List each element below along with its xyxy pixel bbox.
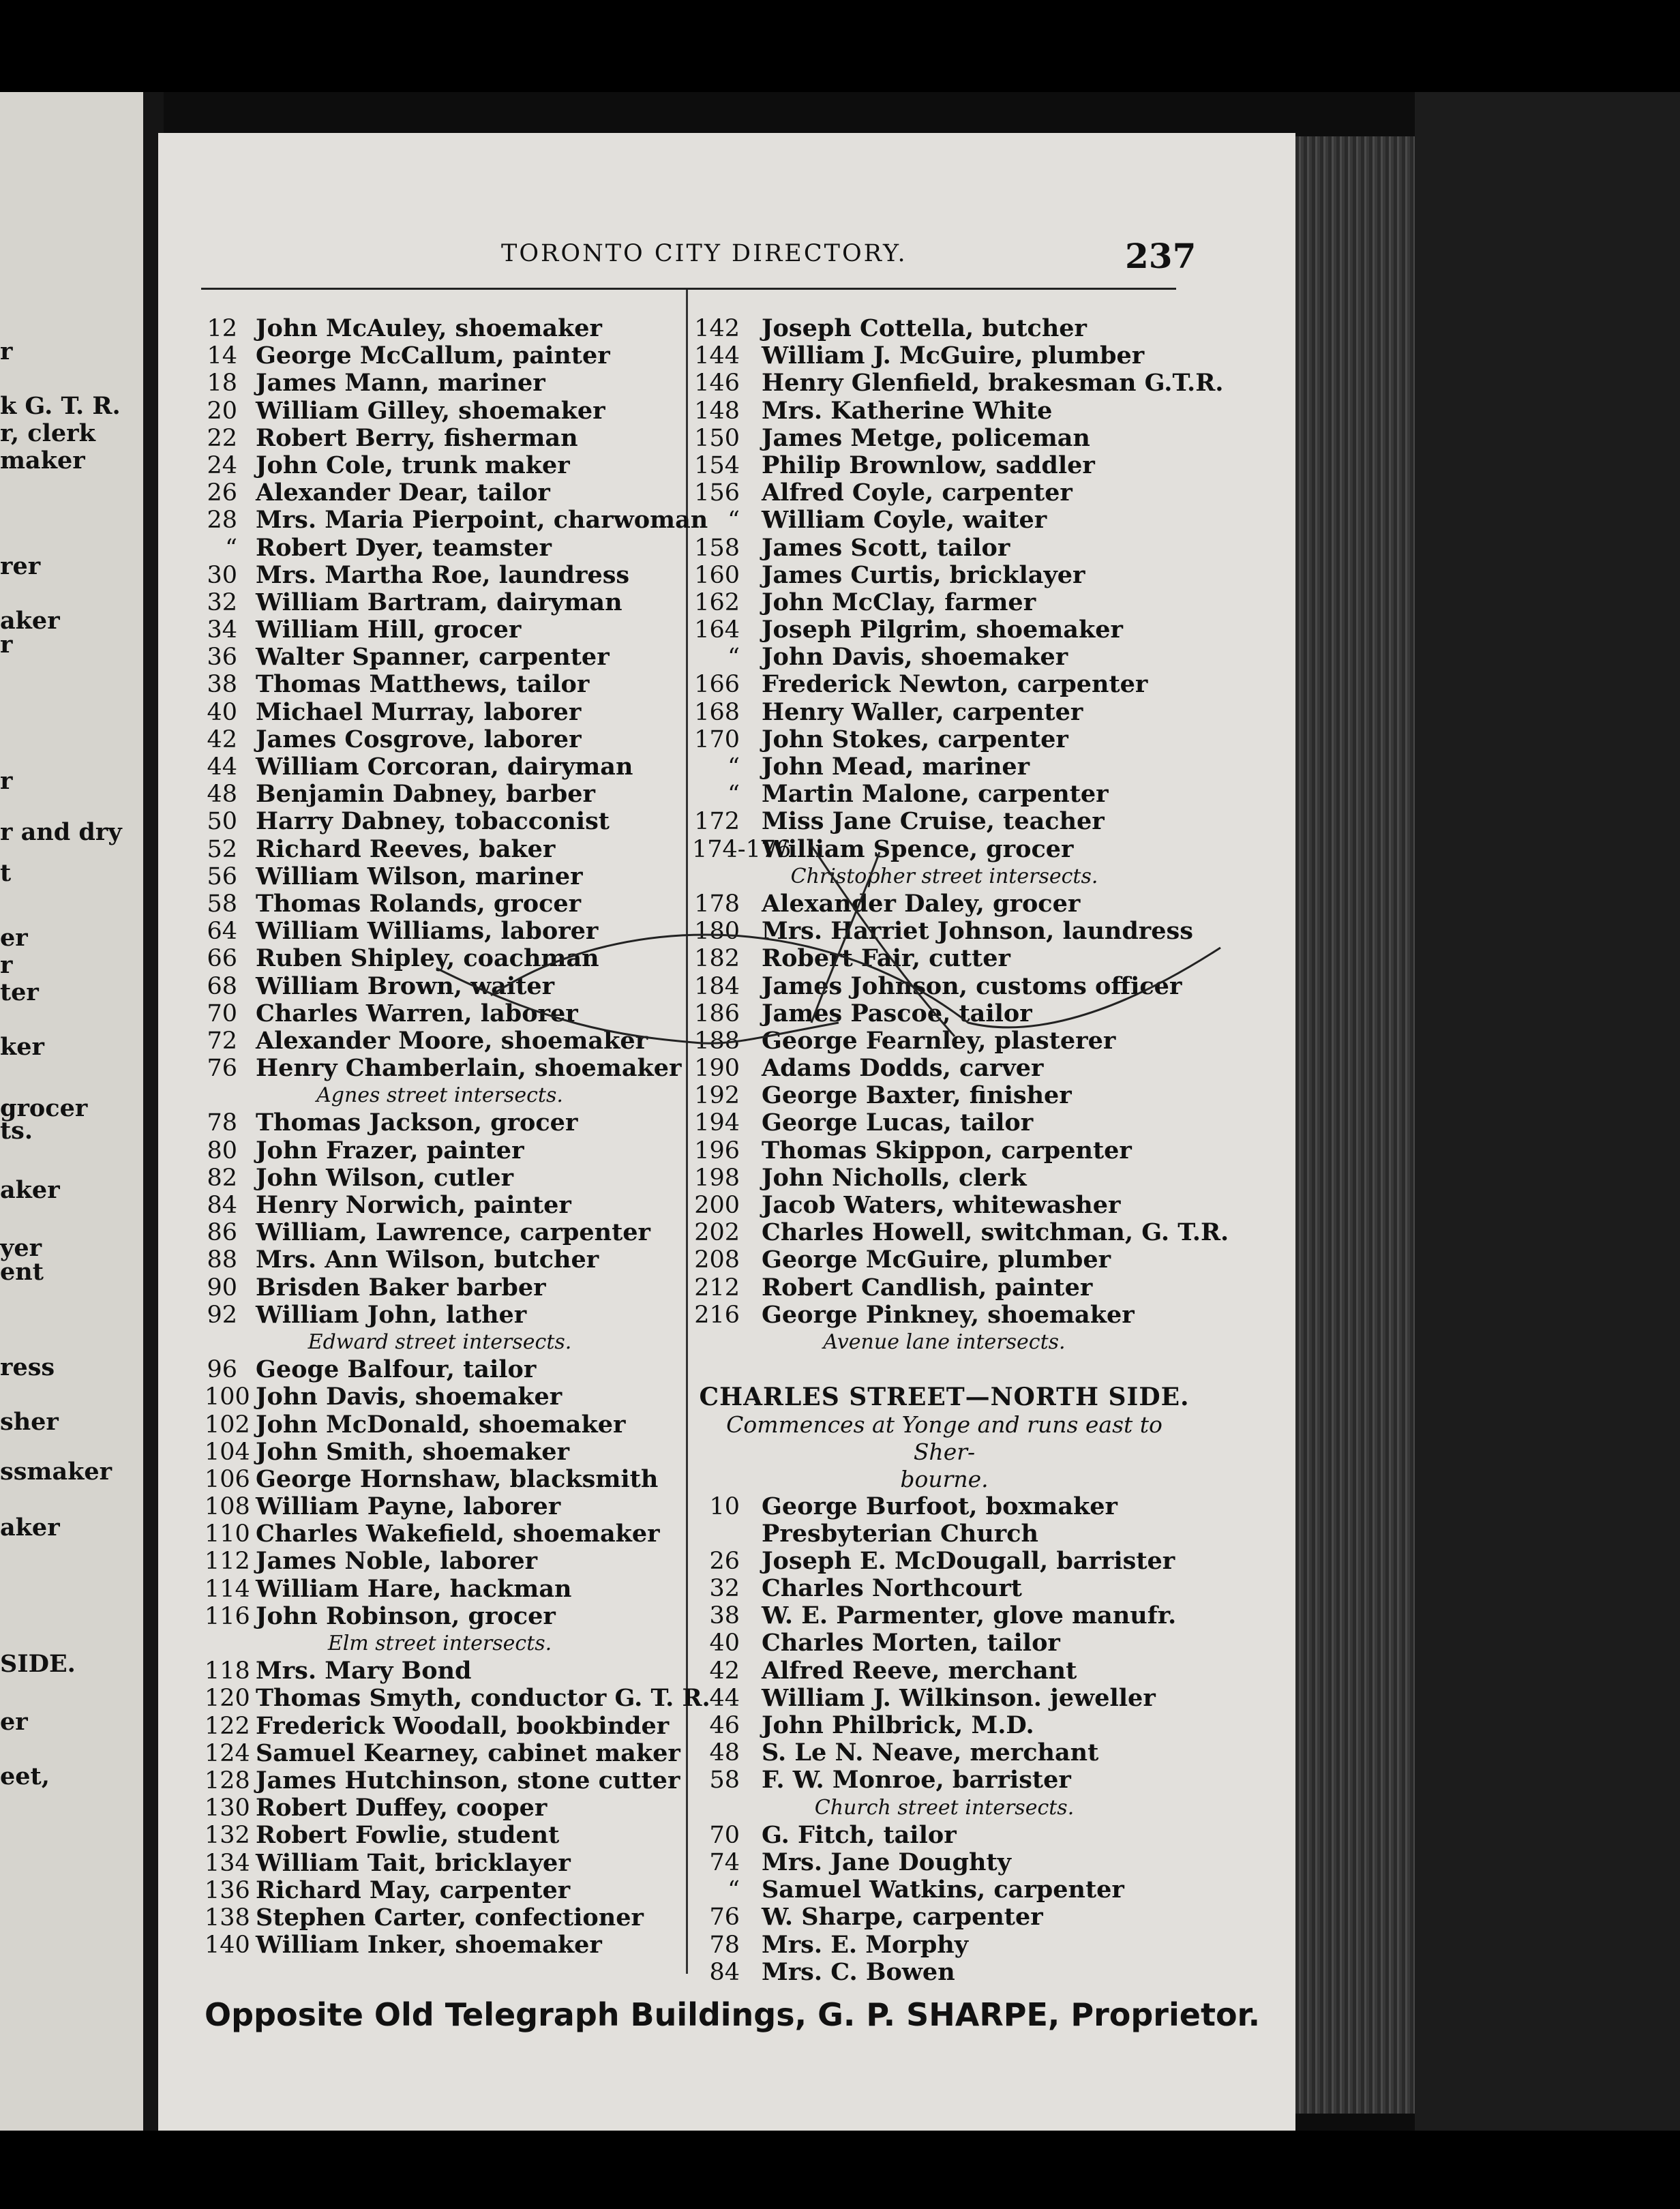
resident-name: John Mead, mariner [762, 753, 1030, 781]
house-number: 122 [205, 1712, 250, 1740]
house-number: 158 [694, 534, 740, 562]
resident-name: William Tait, bricklayer [256, 1848, 571, 1877]
street-note: bourne. [900, 1465, 989, 1492]
house-number: 90 [207, 1274, 237, 1302]
house-number: 96 [207, 1356, 237, 1384]
resident-name: William Williams, laborer [256, 917, 599, 946]
left-page-fragment-text: r [0, 337, 13, 365]
resident-name: John Wilson, cutler [256, 1163, 514, 1192]
house-number: 86 [207, 1219, 237, 1247]
left-page-fragment-text: r [0, 631, 13, 659]
house-number: 52 [207, 835, 237, 863]
resident-name: James Metge, policeman [762, 423, 1090, 452]
resident-name: Mrs. Ann Wilson, butcher [256, 1246, 599, 1274]
resident-name: Thomas Jackson, grocer [256, 1109, 578, 1137]
resident-name: Brisden Baker barber [256, 1273, 546, 1302]
section-intersects: Church street intersects. [814, 1795, 1075, 1820]
house-number: 142 [694, 315, 740, 342]
resident-name: W. Sharpe, carpenter [762, 1903, 1043, 1932]
house-number: 164 [694, 616, 740, 644]
house-number: 198 [694, 1164, 740, 1192]
house-number: 26 [709, 1547, 740, 1575]
resident-name: William Payne, laborer [256, 1492, 561, 1521]
house-number: 20 [207, 397, 237, 425]
resident-name: Walter Spanner, carpenter [256, 643, 610, 672]
left-page-fragment-text: er [0, 1708, 28, 1736]
resident-name: Stephen Carter, confectioner [256, 1903, 644, 1932]
resident-name: Michael Murray, laborer [256, 697, 582, 726]
resident-name: Mrs. Maria Pierpoint, charwoman [256, 506, 708, 535]
resident-name: Mrs. C. Bowen [762, 1957, 955, 1986]
resident-name: Mrs. E. Morphy [762, 1930, 969, 1959]
house-number: 148 [694, 397, 740, 425]
left-page-fragment-text: ent [0, 1258, 44, 1286]
house-number: 72 [207, 1027, 237, 1055]
house-number: 168 [694, 698, 740, 726]
resident-name: Henry Chamberlain, shoemaker [256, 1054, 682, 1083]
left-page-fragment-text: aker [0, 1514, 60, 1542]
house-number: 40 [709, 1629, 740, 1657]
resident-name: William Corcoran, dairyman [256, 753, 633, 781]
house-number: 44 [207, 753, 237, 781]
house-number: “ [225, 534, 237, 562]
resident-name: George McCallum, painter [256, 342, 610, 370]
resident-name: Alexander Moore, shoemaker [256, 1026, 648, 1055]
house-number: 182 [694, 945, 740, 973]
resident-name: Thomas Smyth, conductor G. T. R. [256, 1684, 710, 1713]
street-note: Commences at Yonge and runs east to Sher- [726, 1411, 1162, 1465]
resident-name: John Nicholls, clerk [762, 1163, 1027, 1192]
resident-name: William John, lather [256, 1300, 527, 1329]
resident-name: James Mann, mariner [256, 369, 545, 397]
left-page-fragment-text: rer [0, 552, 41, 580]
resident-name: John McAuley, shoemaker [256, 314, 602, 342]
resident-name: Henry Glenfield, brakesman G.T.R. [762, 369, 1224, 397]
street-heading: CHARLES STREET—NORTH SIDE. [699, 1383, 1190, 1412]
resident-name: Alfred Reeve, merchant [762, 1656, 1077, 1685]
left-page-fragment-text: r [0, 767, 13, 795]
resident-name: Philip Brownlow, saddler [762, 451, 1095, 479]
resident-name: Robert Fair, cutter [762, 944, 1010, 973]
resident-name: John Smith, shoemaker [256, 1437, 570, 1466]
left-page-fragment-text: t [0, 859, 12, 887]
house-number: 58 [207, 890, 237, 918]
resident-name: Mrs. Jane Doughty [762, 1848, 1011, 1876]
house-number: “ [728, 781, 740, 809]
house-number: 114 [205, 1575, 250, 1603]
resident-name: Joseph Pilgrim, shoemaker [762, 616, 1123, 644]
resident-name: Mrs. Harriet Johnson, laundress [762, 917, 1193, 946]
house-number: 78 [207, 1109, 237, 1137]
left-page-fragment-text: ssmaker [0, 1458, 112, 1486]
resident-name: G. Fitch, tailor [762, 1820, 957, 1849]
house-number: 38 [709, 1602, 740, 1630]
left-page-fragment-text: yer [0, 1234, 42, 1262]
resident-name: Alexander Dear, tailor [256, 479, 550, 507]
left-page-fragment-text: eet, [0, 1762, 50, 1790]
house-number: 216 [694, 1301, 740, 1329]
house-number: 28 [207, 507, 237, 535]
house-number: 58 [709, 1767, 740, 1794]
section-intersects: Avenue lane intersects. [823, 1329, 1066, 1354]
resident-name: John Robinson, grocer [256, 1602, 556, 1630]
resident-name: Samuel Kearney, cabinet maker [256, 1739, 680, 1767]
house-number: 134 [205, 1849, 250, 1877]
house-number: 124 [205, 1739, 250, 1767]
left-page-fragment-text: ter [0, 978, 39, 1006]
house-number: 140 [205, 1932, 250, 1959]
resident-name: Joseph E. McDougall, barrister [762, 1546, 1175, 1575]
house-number: 120 [205, 1685, 250, 1713]
resident-name: William Brown, waiter [256, 972, 555, 1000]
house-number: 202 [694, 1219, 740, 1247]
section-intersects: Christopher street intersects. [790, 864, 1098, 888]
house-number: 118 [205, 1657, 250, 1685]
resident-name: William J. Wilkinson. jeweller [762, 1683, 1156, 1712]
house-number: 88 [207, 1246, 237, 1274]
left-page-fragment-text: grocer [0, 1094, 88, 1122]
house-number: 78 [709, 1931, 740, 1959]
resident-name: William Hill, grocer [256, 616, 522, 644]
left-page-fragment-text: ker [0, 1033, 44, 1061]
house-number: 146 [694, 370, 740, 397]
house-number: 40 [207, 698, 237, 726]
house-number: 56 [207, 862, 237, 890]
house-number: 194 [694, 1109, 740, 1137]
page-number: 237 [1125, 236, 1197, 276]
house-number: 64 [207, 918, 237, 946]
house-number: 180 [694, 918, 740, 946]
house-number: 212 [694, 1274, 740, 1302]
house-number: 188 [694, 1027, 740, 1055]
house-number: 116 [205, 1602, 250, 1630]
house-number: 100 [205, 1383, 250, 1411]
house-number: 42 [709, 1657, 740, 1685]
house-number: 184 [694, 972, 740, 1000]
resident-name: John Stokes, carpenter [762, 725, 1068, 753]
resident-name: John Philbrick, M.D. [762, 1711, 1034, 1739]
house-number: 76 [207, 1055, 237, 1083]
house-number: 12 [207, 315, 237, 342]
house-number: 108 [205, 1493, 250, 1521]
house-number: 150 [694, 424, 740, 452]
resident-name: William J. McGuire, plumber [762, 342, 1145, 370]
section-intersects: Agnes street intersects. [316, 1083, 563, 1108]
house-number: 80 [207, 1137, 237, 1164]
house-number: 102 [205, 1411, 250, 1439]
house-number: 38 [207, 671, 237, 699]
house-number: 200 [694, 1192, 740, 1219]
house-number: 42 [207, 725, 237, 753]
house-number: 138 [205, 1904, 250, 1932]
resident-name: Charles Wakefield, shoemaker [256, 1520, 660, 1548]
house-number: 178 [694, 890, 740, 918]
resident-name: James Scott, tailor [762, 533, 1010, 562]
resident-name: John Frazer, painter [256, 1136, 524, 1164]
house-number: 84 [207, 1192, 237, 1219]
house-number: 68 [207, 972, 237, 1000]
resident-name: Henry Waller, carpenter [762, 697, 1083, 726]
resident-name: Charles Morten, tailor [762, 1629, 1060, 1657]
left-page-fragment-text: r [0, 951, 13, 979]
house-number: 32 [207, 588, 237, 616]
resident-name: William Wilson, mariner [256, 862, 583, 890]
house-number: 48 [207, 781, 237, 809]
house-number: 50 [207, 808, 237, 836]
left-page-fragment-text: maker [0, 447, 85, 475]
left-page-fragment-text: er [0, 924, 28, 952]
house-number: 190 [694, 1055, 740, 1083]
resident-name: Robert Duffey, cooper [256, 1794, 548, 1822]
resident-name: Geoge Balfour, tailor [256, 1355, 537, 1384]
resident-name: Mrs. Katherine White [762, 396, 1053, 425]
house-number: 10 [709, 1492, 740, 1520]
resident-name: George Baxter, finisher [762, 1081, 1072, 1110]
house-number: 144 [694, 342, 740, 370]
house-number: “ [728, 507, 740, 535]
house-number: 34 [207, 616, 237, 644]
house-number: 32 [709, 1575, 740, 1603]
resident-name: Ruben Shipley, coachman [256, 944, 599, 973]
house-number: 208 [694, 1246, 740, 1274]
resident-name: James Johnson, customs officer [762, 972, 1182, 1000]
house-number: 136 [205, 1876, 250, 1904]
resident-name: Frederick Newton, carpenter [762, 670, 1148, 699]
resident-name: Joseph Cottella, butcher [762, 314, 1087, 342]
house-number: 48 [709, 1739, 740, 1767]
resident-name: Charles Howell, switchman, G. T.R. [762, 1218, 1229, 1247]
resident-name: James Curtis, bricklayer [762, 560, 1085, 589]
section-intersects: Elm street intersects. [327, 1632, 552, 1655]
house-number: “ [728, 644, 740, 672]
section-intersects: Edward street intersects. [308, 1329, 572, 1354]
resident-name: Presbyterian Church [762, 1519, 1038, 1548]
resident-name: Mrs. Martha Roe, laundress [256, 560, 630, 589]
resident-name: Charles Northcourt [762, 1574, 1022, 1603]
left-page-fragment-text: ts. [0, 1117, 33, 1145]
house-number: 22 [207, 424, 237, 452]
house-number: 170 [694, 725, 740, 753]
resident-name: Robert Dyer, teamster [256, 533, 552, 562]
resident-name: Richard May, carpenter [256, 1876, 571, 1904]
resident-name: Adams Dodds, carver [762, 1054, 1044, 1083]
resident-name: George Fearnley, plasterer [762, 1026, 1116, 1055]
left-page-fragment-text: aker [0, 1176, 60, 1204]
resident-name: Jacob Waters, whitewasher [762, 1191, 1121, 1219]
house-number: 26 [207, 479, 237, 507]
resident-name: William Coyle, waiter [762, 506, 1047, 535]
house-number: 110 [205, 1520, 250, 1548]
house-number: 44 [709, 1684, 740, 1712]
house-number: 156 [694, 479, 740, 507]
left-page-fragment-text: aker [0, 607, 60, 635]
left-page-fragment-text: r, clerk [0, 419, 95, 447]
left-page-fragment-text: sher [0, 1408, 59, 1436]
resident-name: Richard Reeves, baker [256, 835, 556, 863]
resident-name: Alexander Daley, grocer [762, 889, 1081, 918]
resident-name: Robert Candlish, painter [762, 1273, 1093, 1302]
house-number: 76 [709, 1904, 740, 1932]
house-number: 18 [207, 370, 237, 397]
resident-name: William Spence, grocer [762, 835, 1074, 863]
house-number: 24 [207, 451, 237, 479]
house-number: 196 [694, 1137, 740, 1164]
house-number: 104 [205, 1438, 250, 1466]
house-number: 70 [709, 1821, 740, 1849]
house-number: 128 [205, 1767, 250, 1794]
house-number: 162 [694, 588, 740, 616]
running-title: TORONTO CITY DIRECTORY. [501, 240, 907, 267]
resident-name: Miss Jane Cruise, teacher [762, 807, 1105, 836]
house-number: 36 [207, 644, 237, 672]
house-number: 186 [694, 1000, 740, 1027]
house-number: 46 [709, 1712, 740, 1739]
resident-name: Harry Dabney, tobacconist [256, 807, 610, 836]
house-number: 74 [709, 1848, 740, 1876]
house-number: 14 [207, 342, 237, 370]
resident-name: James Pascoe, tailor [762, 999, 1032, 1027]
resident-name: James Cosgrove, laborer [256, 725, 582, 753]
resident-name: James Hutchinson, stone cutter [256, 1766, 680, 1794]
resident-name: James Noble, laborer [256, 1547, 538, 1576]
resident-name: George Burfoot, boxmaker [762, 1492, 1118, 1520]
resident-name: William Inker, shoemaker [256, 1931, 602, 1959]
resident-name: Alfred Coyle, carpenter [762, 479, 1072, 507]
resident-name: Martin Malone, carpenter [762, 780, 1109, 809]
resident-name: Robert Berry, fisherman [256, 423, 578, 452]
resident-name: Charles Warren, laborer [256, 999, 578, 1027]
resident-name: George Pinkney, shoemaker [762, 1300, 1135, 1329]
resident-name: Thomas Rolands, grocer [256, 889, 582, 918]
resident-name: Robert Fowlie, student [256, 1821, 560, 1850]
house-number: 132 [205, 1822, 250, 1850]
house-number: 172 [694, 808, 740, 836]
left-page-fragment-text: k G. T. R. [0, 392, 121, 420]
resident-name: Mrs. Mary Bond [256, 1657, 472, 1685]
house-number: 130 [205, 1794, 250, 1822]
resident-name: Samuel Watkins, carpenter [762, 1876, 1124, 1904]
house-number: 112 [205, 1548, 250, 1576]
resident-name: John Davis, shoemaker [762, 643, 1068, 672]
resident-name: John McDonald, shoemaker [256, 1410, 626, 1439]
resident-name: Henry Norwich, painter [256, 1191, 571, 1219]
house-number: 192 [694, 1082, 740, 1110]
left-page-fragment-text: SIDE. [0, 1650, 76, 1678]
resident-name: Thomas Matthews, tailor [256, 670, 590, 699]
house-number: 70 [207, 1000, 237, 1027]
resident-name: William Hare, hackman [256, 1574, 572, 1603]
resident-name: George Lucas, tailor [762, 1109, 1034, 1137]
resident-name: John McClay, farmer [762, 588, 1036, 616]
resident-name: Benjamin Dabney, barber [256, 780, 595, 809]
house-number: 84 [709, 1958, 740, 1986]
resident-name: Thomas Skippon, carpenter [762, 1136, 1132, 1164]
resident-name: John Davis, shoemaker [256, 1383, 562, 1411]
house-number: 82 [207, 1164, 237, 1192]
house-number: 30 [207, 561, 237, 589]
resident-name: F. W. Monroe, barrister [762, 1766, 1071, 1794]
resident-name: S. Le N. Neave, merchant [762, 1739, 1099, 1767]
resident-name: W. E. Parmenter, glove manufr. [762, 1602, 1177, 1630]
house-number: 66 [207, 945, 237, 973]
house-number: “ [728, 753, 740, 781]
resident-name: George Hornshaw, blacksmith [256, 1464, 659, 1493]
house-number: 154 [694, 451, 740, 479]
footer-advertisement: Opposite Old Telegraph Buildings, G. P. SHARPE, Proprietor. [205, 1996, 1261, 2033]
house-number: 106 [205, 1465, 250, 1493]
resident-name: George McGuire, plumber [762, 1246, 1111, 1274]
house-number: 166 [694, 671, 740, 699]
resident-name: William Gilley, shoemaker [256, 396, 605, 425]
resident-name: Frederick Woodall, bookbinder [256, 1711, 670, 1740]
house-number: 174-176 [692, 835, 792, 863]
resident-name: John Cole, trunk maker [256, 451, 570, 479]
resident-name: William Bartram, dairyman [256, 588, 622, 616]
house-number: 92 [207, 1301, 237, 1329]
house-number: 160 [694, 561, 740, 589]
left-page-fragment-text: ress [0, 1353, 55, 1381]
left-page-fragment-text: r and dry [0, 818, 122, 846]
house-number: “ [728, 1876, 740, 1904]
resident-name: William, Lawrence, carpenter [256, 1218, 650, 1247]
